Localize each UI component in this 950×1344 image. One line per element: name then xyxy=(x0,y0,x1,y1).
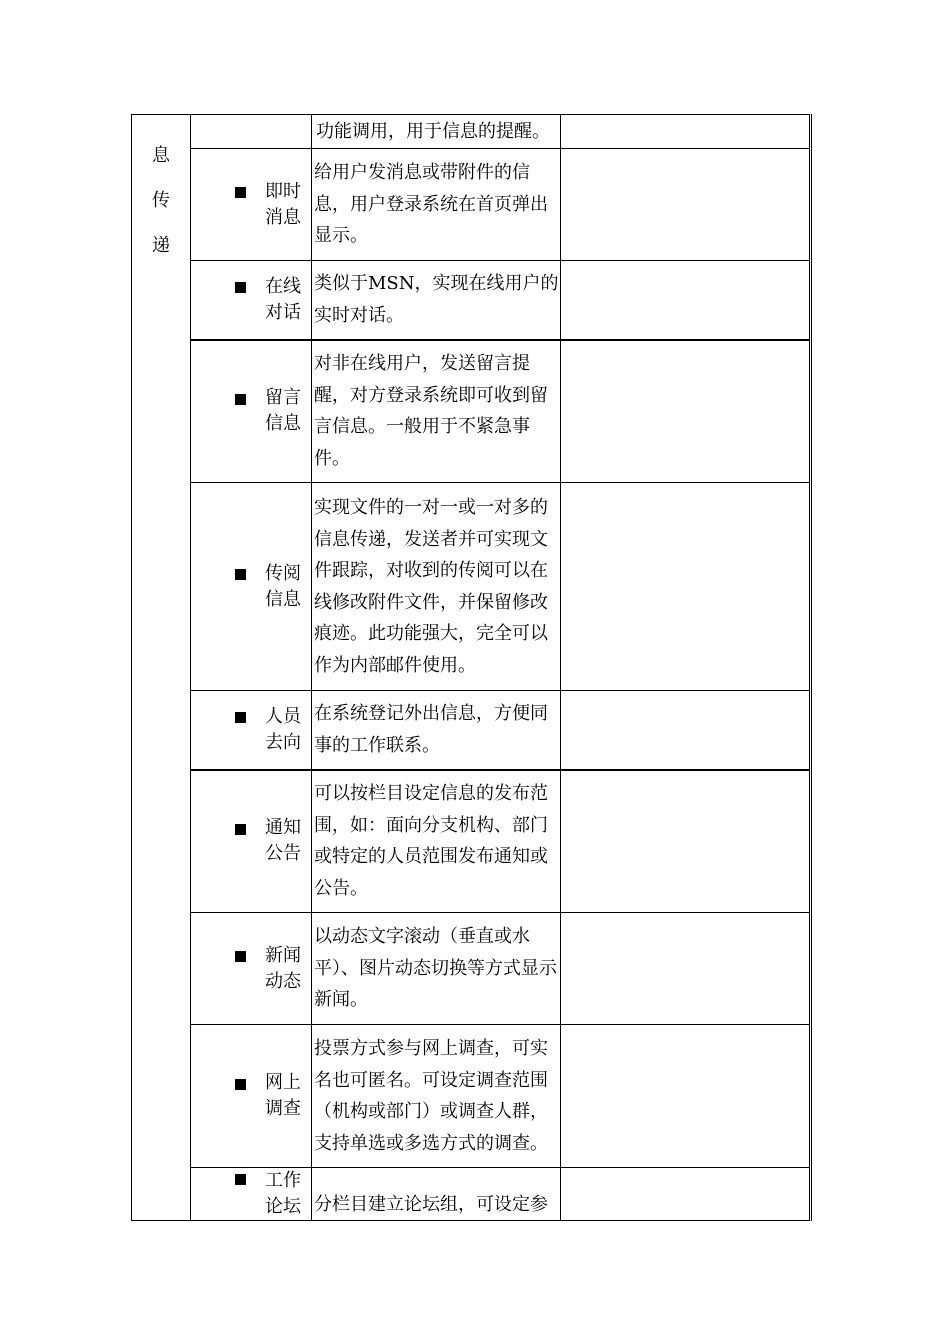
remark-cell xyxy=(561,691,811,770)
feature-cell xyxy=(191,1025,312,1168)
feature-cell xyxy=(191,149,312,261)
square-bullet-icon xyxy=(235,187,246,198)
category-char: 息 xyxy=(152,145,170,166)
remark-cell xyxy=(561,149,811,261)
description-cell: 在系统登记外出信息，方便同事的工作联系。 xyxy=(312,691,561,770)
square-bullet-icon xyxy=(235,282,246,293)
remark-cell xyxy=(561,1025,811,1168)
square-bullet-icon xyxy=(235,1079,246,1090)
remark-cell xyxy=(561,1168,811,1221)
square-bullet-icon xyxy=(235,951,246,962)
feature-name: 传阅信息 xyxy=(265,562,301,610)
table-row xyxy=(132,770,811,913)
description-text: 功能调用，用于信息的提醒。 xyxy=(316,120,550,142)
feature-cell xyxy=(191,913,312,1025)
category-char: 传 xyxy=(152,190,170,211)
feature-name: 在线对话 xyxy=(265,275,301,323)
feature-name: 通知公告 xyxy=(265,817,301,865)
feature-name: 网上调查 xyxy=(265,1072,301,1119)
feature-cell xyxy=(191,691,312,770)
table-row xyxy=(132,115,811,149)
feature-cell xyxy=(191,483,312,691)
table-row xyxy=(132,261,811,340)
feature-name: 人员去向 xyxy=(265,705,301,753)
remark-cell xyxy=(561,483,811,691)
description-cell: 分栏目建立论坛组，可设定参 xyxy=(312,1168,561,1221)
table-row xyxy=(132,483,811,691)
description-cell: 以动态文字滚动（垂直或水平）、图片动态切换等方式显示新闻。 xyxy=(312,913,561,1025)
remark-cell xyxy=(561,913,811,1025)
table-row xyxy=(132,1168,811,1221)
description-cell xyxy=(312,115,561,149)
category-cell xyxy=(132,115,191,1221)
square-bullet-icon xyxy=(235,712,246,723)
feature-name: 留言信息 xyxy=(265,387,301,435)
square-bullet-icon xyxy=(235,394,246,405)
category-char: 递 xyxy=(152,235,170,256)
remark-cell xyxy=(561,770,811,913)
feature-name: 即时消息 xyxy=(265,180,301,228)
description-cell: 可以按栏目设定信息的发布范围，如：面向分支机构、部门或特定的人员范围发布通知或公告。 xyxy=(312,770,561,913)
table-row xyxy=(132,1025,811,1168)
feature-name: 新闻动态 xyxy=(265,944,301,992)
table-row xyxy=(132,149,811,261)
table-row xyxy=(132,691,811,770)
table-row xyxy=(132,913,811,1025)
feature-name: 工作论坛 xyxy=(265,1170,301,1217)
feature-cell xyxy=(191,1168,312,1221)
square-bullet-icon xyxy=(235,1174,246,1185)
feature-cell xyxy=(191,770,312,913)
feature-cell xyxy=(191,115,312,149)
feature-cell xyxy=(191,340,312,483)
feature-table xyxy=(131,114,812,1221)
remark-cell xyxy=(561,261,811,340)
description-cell: 对非在线用户，发送留言提醒，对方登录系统即可收到留言信息。一般用于不紧急事件。 xyxy=(312,340,561,483)
remark-cell xyxy=(561,340,811,483)
table-row xyxy=(132,340,811,483)
square-bullet-icon xyxy=(235,569,246,580)
description-cell: 实现文件的一对一或一对多的信息传递，发送者并可实现文件跟踪，对收到的传阅可以在线修改附件文件，并保留修改痕迹。此功能强大，完全可以作为内部邮件使用。 xyxy=(312,483,561,691)
description-cell: 给用户发消息或带附件的信息，用户登录系统在首页弹出显示。 xyxy=(312,149,561,261)
description-cell: 类似于MSN，实现在线用户的实时对话。 xyxy=(312,261,561,340)
remark-cell xyxy=(561,115,811,149)
feature-cell xyxy=(191,261,312,340)
description-cell: 投票方式参与网上调查，可实名也可匿名。可设定调查范围（机构或部门）或调查人群，支持单选或多选方式的调查。 xyxy=(312,1025,561,1168)
square-bullet-icon xyxy=(235,824,246,835)
